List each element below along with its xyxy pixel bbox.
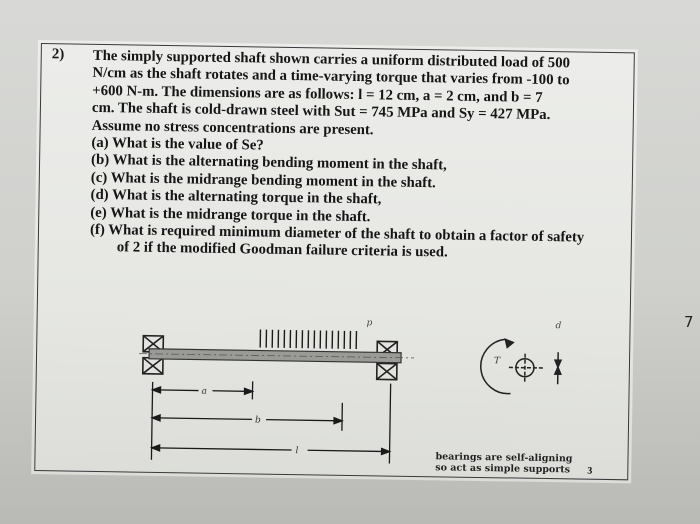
dim-l-label: l: [295, 446, 299, 457]
part-f: (f) What is required minimum diameter of the shaft to obtain a factor of safety: [89, 221, 585, 246]
statement-line-4: cm. The shaft is cold-drawn steel with Sut = 745 MPa and Sy = 427 MPa.: [91, 100, 551, 124]
statement-line-3: +600 N-m. The dimensions are as follows: l = 12 cm, a = 2 cm, and b = 7: [92, 82, 543, 106]
caption-line-1: bearings are self-aligning: [435, 451, 573, 465]
figure-caption: [435, 451, 572, 475]
dimension-lines: [151, 380, 390, 464]
problem-statement: [90, 48, 633, 265]
edge-mark: 7: [684, 313, 694, 331]
statement-line-5: Assume no stress concentrations are present.: [91, 117, 374, 138]
part-f-continued: of 2 if the modified Goodman failure criteria is used.: [116, 239, 448, 261]
dim-a-label: a: [201, 386, 207, 397]
part-b: (b) What is the alternating bending moment in the shaft,: [90, 152, 447, 174]
shaft-cross-section: [480, 339, 561, 394]
distributed-load-arrows: [260, 330, 356, 350]
statement-line-2: N/cm as the shaft rotates and a time-varying torque that varies from -100 to: [92, 65, 570, 89]
caption-line-2: so act as simple supports: [435, 462, 571, 476]
part-e: (e) What is the midrange torque in the shaft.: [90, 204, 371, 225]
statement-line-1: The simply supported shaft shown carries a uniform distributed load of 500: [92, 47, 571, 72]
part-a: (a) What is the value of Se?: [91, 134, 264, 154]
part-d: (d) What is the alternating torque in the shaft,: [90, 187, 382, 208]
shaft: [139, 349, 414, 363]
diameter-label: d: [555, 321, 562, 332]
torque-label: T: [493, 356, 501, 367]
shaft-diagram: [127, 299, 589, 466]
load-label: p: [366, 318, 373, 329]
worksheet-page: [31, 40, 638, 483]
part-c: (c) What is the midrange bending moment in the shaft.: [90, 169, 436, 192]
dim-b-label: b: [254, 415, 261, 426]
question-number: 2): [51, 46, 65, 63]
page-number: 3: [587, 465, 593, 477]
